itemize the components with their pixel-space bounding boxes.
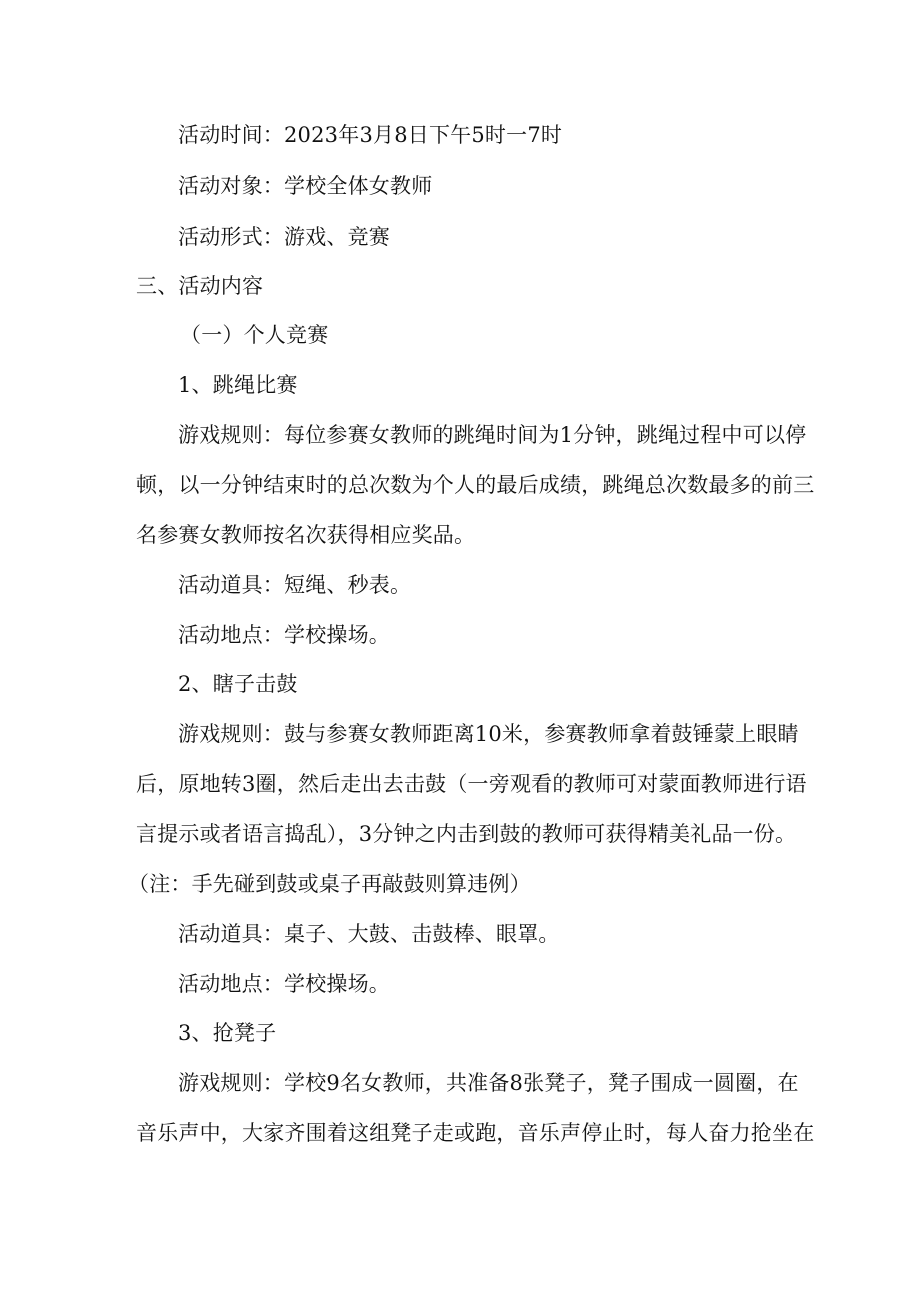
paragraph-line: 游戏规则：每位参赛女教师的跳绳时间为1分钟，跳绳过程中可以停 (178, 423, 807, 447)
location-line: 活动地点：学校操场。 (178, 623, 390, 647)
props-line: 活动道具：桌子、大鼓、击鼓棒、眼罩。 (178, 922, 560, 946)
paragraph-line: 游戏规则：鼓与参赛女教师距离10米，参赛教师拿着鼓锤蒙上眼睛 (178, 722, 799, 746)
paragraph-line: 游戏规则：学校9名女教师，共准备8张凳子，凳子围成一圆圈，在 (178, 1071, 799, 1095)
paragraph-line: 音乐声中，大家齐围着这组凳子走或跑，音乐声停止时，每人奋力抢坐在 (136, 1121, 815, 1145)
paragraph-line: 言提示或者语言捣乱），3分钟之内击到鼓的教师可获得精美礼品一份。 (136, 822, 797, 846)
section-heading-activity-content: 三、活动内容 (136, 274, 264, 298)
activity-target-line: 活动对象：学校全体女教师 (178, 174, 433, 198)
paragraph-line: 后，原地转3圈，然后走出去击鼓（一旁观看的教师可对蒙面教师进行语 (136, 772, 807, 796)
activity-time-line: 活动时间：2023年3月8日下午5时一7时 (178, 123, 563, 147)
paragraph-line: 顿，以一分钟结束时的总次数为个人的最后成绩，跳绳总次数最多的前三 (136, 473, 815, 497)
props-line: 活动道具：短绳、秒表。 (178, 573, 412, 597)
location-line: 活动地点：学校操场。 (178, 972, 390, 996)
subsection-heading-individual-competition: （一）个人竞赛 (180, 323, 329, 347)
note-line: （注：手先碰到鼓或桌子再敲鼓则算违例） (128, 872, 531, 896)
paragraph-line: 名参赛女教师按名次获得相应奖品。 (136, 523, 476, 547)
item-heading-blind-drum: 2、瞎子击鼓 (178, 672, 298, 696)
activity-form-line: 活动形式：游戏、竞赛 (178, 225, 390, 249)
item-heading-rope-skipping: 1、跳绳比赛 (178, 373, 298, 397)
item-heading-musical-chairs: 3、抢凳子 (178, 1021, 277, 1045)
